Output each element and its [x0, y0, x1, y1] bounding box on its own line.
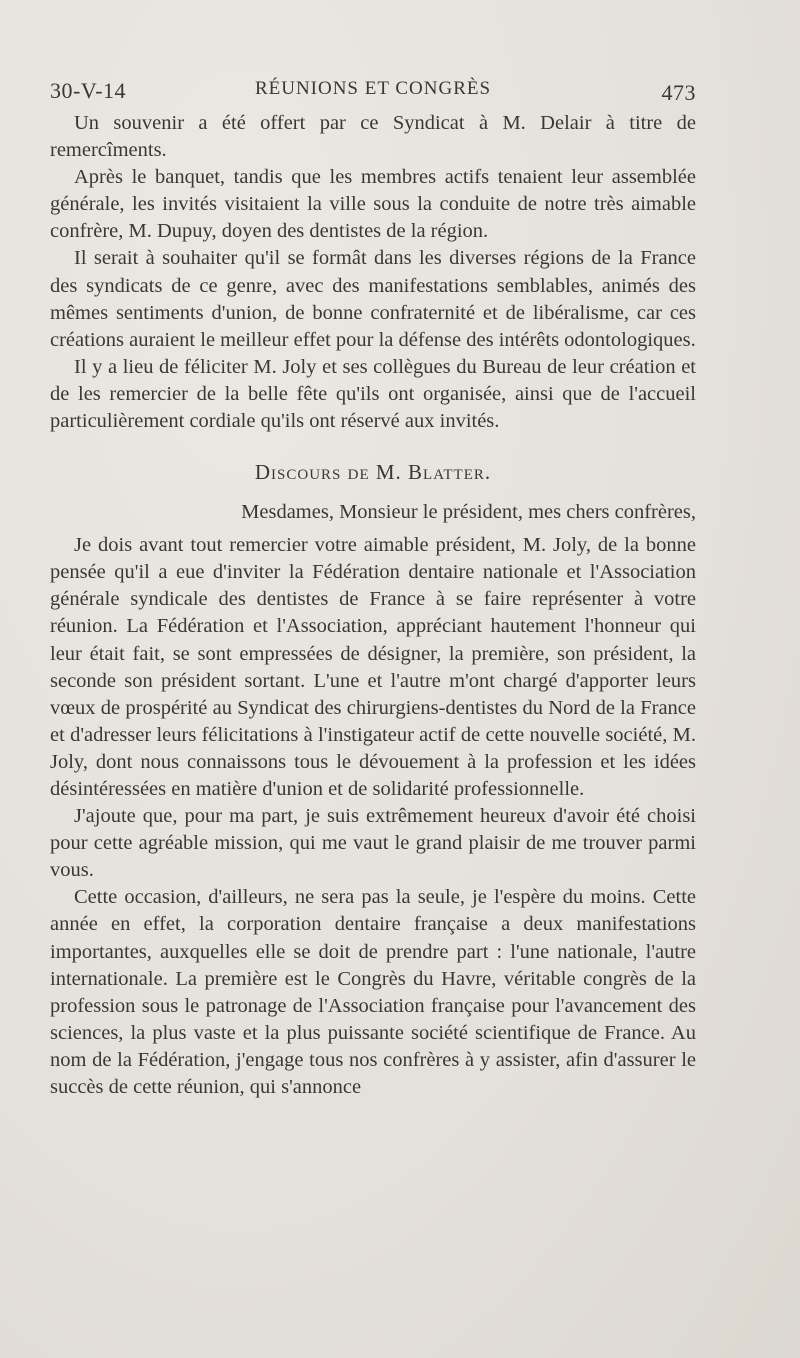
header-date: 30-V-14 — [50, 78, 127, 103]
header-title: RÉUNIONS ET CONGRÈS — [254, 78, 492, 99]
paragraph: Après le banquet, tandis que les membres actifs tenaient leur assemblée générale, les invités visitaient la ville sous la conduite de notre très aimable confrère, M. Dupuy, doyen des dentistes de la région. — [50, 166, 696, 243]
page-number: 473 — [661, 80, 696, 105]
speech-salutation: Mesdames, Monsieur le président, mes chers confrères, — [241, 501, 696, 524]
paragraph: Je dois avant tout remercier votre aimable président, M. Joly, de la bonne pensée qu'il a eue d'inviter la Fédération dentaire nationale et l'Association générale syndicale des dentistes de France à se faire représenter à votre réunion. La Fédération et l'Association, appréciant hautement l'honneur qui leur était fait, se sont empressées de désigner, la première, son président, la seconde son président sortant. L'une et l'autre m'ont chargé d'apporter leurs vœux de prospérité au Syndicat des chirurgiens-dentistes du Nord de la France et d'adresser leurs félicitations à l'instigateur actif de cette nouvelle société, M. Joly, dont nous connaissons tous le dévouement à la profession et les idées désintéressées en matière d'union et de solidarité professionnelle. — [50, 534, 696, 800]
book-page — [50, 70, 696, 1101]
paragraph: J'ajoute que, pour ma part, je suis extrêmement heureux d'avoir été choisi pour cette agréable mission, qui me vaut le grand plaisir de me trouver parmi vous. — [50, 805, 696, 882]
body-text — [50, 110, 696, 1101]
paragraph: Un souvenir a été offert par ce Syndicat à M. Delair à titre de remercîments. — [50, 112, 696, 162]
paragraph: Il y a lieu de féliciter M. Joly et ses collègues du Bureau de leur création et de les remercier de la belle fête qu'ils ont organisée, ainsi que de l'accueil particulièrement cordiale qu'ils ont réservé aux invités. — [50, 355, 696, 433]
paragraph: Cette occasion, d'ailleurs, ne sera pas la seule, je l'espère du moins. Cette année en effet, la corporation dentaire française a deux manifestations importantes, auxquelles elle se doit de prendre part : l'une nationale, l'autre internationale. La première est le Congrès du Havre, véritable congrès de la profession sous le patronage de l'Association française pour l'avancement des sciences, la plus vaste et la plus puissante société scientifique de France. Au nom de la Fédération, j'engage tous nos confrères à y assister, afin d'assurer le succès de cette réunion, qui s'annonce — [50, 886, 696, 1098]
running-header — [50, 70, 696, 110]
section-heading: Discours de M. Blatter. — [254, 460, 492, 485]
paragraph: Il serait à souhaiter qu'il se formât dans les diverses régions de la France des syndicats de ce genre, avec des manifestations semblables, animés des mêmes sentiments d'union, de bonne confraternité et de libéralisme, car ces créations auraient le meilleur effet pour la défense des intérêts odontologiques. — [50, 247, 696, 351]
